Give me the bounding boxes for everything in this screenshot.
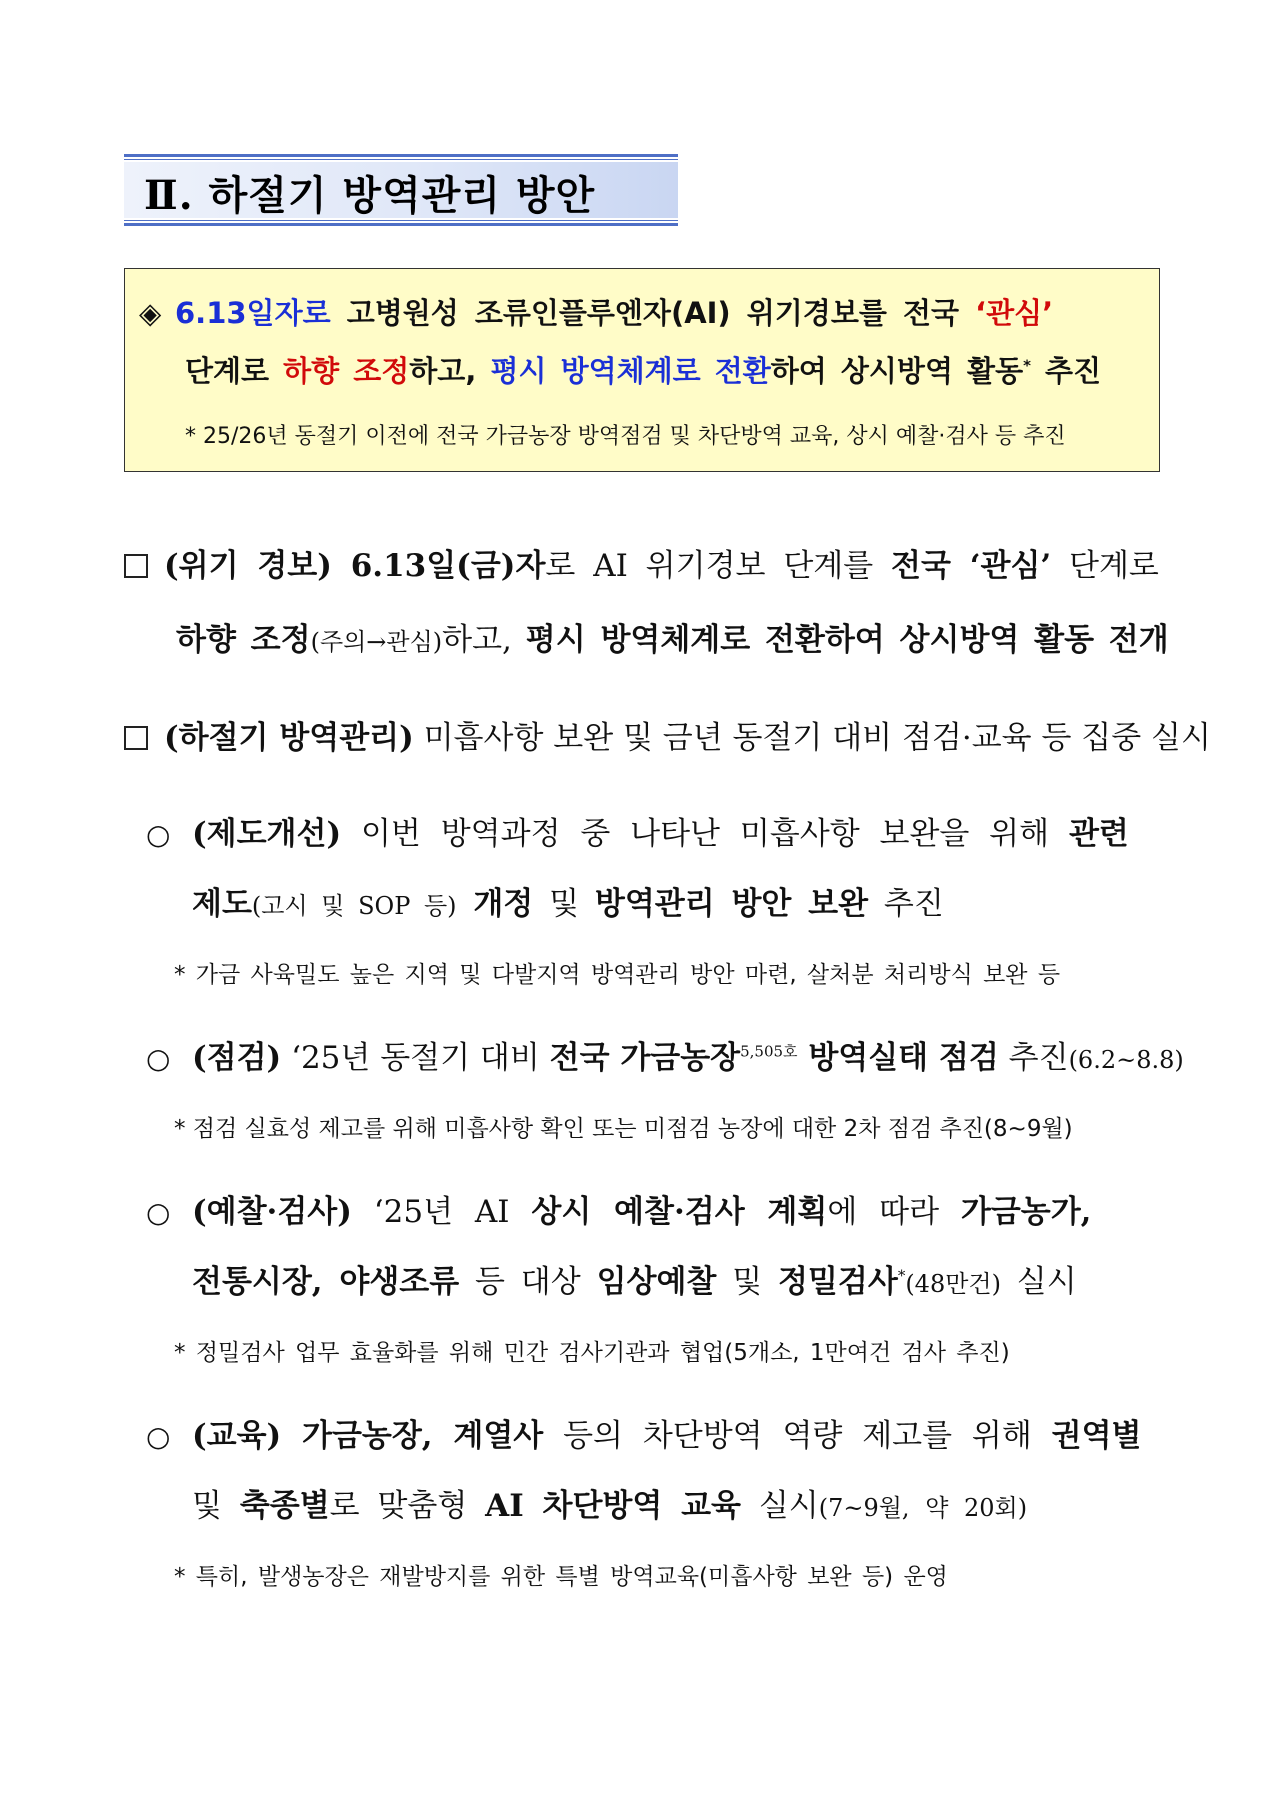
surveillance-text-4: 및 — [716, 1264, 779, 1300]
checkbox-icon — [124, 726, 148, 750]
circle-bullet-icon: ○ — [146, 1042, 171, 1075]
surveillance-lab: 정밀검사 — [778, 1264, 898, 1300]
alert-level: 전국 ‘관심’ — [891, 548, 1052, 584]
surveillance-head: (예찰·검사) — [192, 1194, 352, 1230]
surveillance-farms: 가금농가, — [960, 1194, 1092, 1230]
system-institution: 제도 — [192, 886, 252, 922]
system-revision: 개정 — [456, 886, 534, 922]
education-schedule: (7~9월, 약 20회) — [818, 1494, 1028, 1522]
summary-footnote-mark: * — [1023, 356, 1031, 375]
summary-text-2f: 추진 — [1030, 354, 1102, 388]
item-alert-line-2 — [176, 614, 1169, 659]
inspection-text-1: ‘25년 동절기 대비 — [281, 1040, 550, 1076]
surveillance-text-1: ‘25년 AI — [351, 1194, 532, 1230]
summary-box — [124, 268, 1160, 472]
inspection-head: (점검) — [192, 1040, 282, 1076]
section-number: Ⅱ. — [144, 172, 194, 219]
inspection-note: * 점검 실효성 제고를 위해 미흡사항 확인 또는 미점검 농장에 대한 2차 점검 추진(8~9월) — [174, 1116, 1073, 1142]
summary-transition: 평시 방역체계로 전환 — [490, 354, 771, 388]
system-note: * 가금 사육밀도 높은 지역 및 다발지역 방역관리 방안 마련, 살처분 처리방식 보완 등 — [174, 962, 1061, 988]
summary-line-2 — [185, 349, 1101, 390]
system-scope: (고시 및 SOP 등) — [251, 892, 457, 920]
education-head: (교육) — [192, 1418, 282, 1454]
system-related: 관련 — [1068, 816, 1129, 852]
summary-text-2c: 하고, — [409, 354, 491, 388]
education-targets: 가금농장, 계열사 — [281, 1418, 544, 1454]
diamond-bullet-icon: ◈ — [139, 296, 162, 330]
alert-text-3: 하고, — [442, 622, 526, 658]
header-rule-bottom — [124, 223, 678, 226]
header-rule-top-thin — [124, 159, 678, 160]
alert-date: 6.13일(금)자 — [331, 548, 546, 584]
system-text-3: 추진 — [868, 886, 944, 922]
circle-bullet-icon: ○ — [146, 818, 171, 851]
summer-head: (하절기 방역관리) — [164, 720, 414, 756]
inspection-period: (6.2~8.8) — [1068, 1046, 1184, 1074]
summary-note: * 25/26년 동절기 이전에 전국 가금농장 방역점검 및 차단방역 교육, 상시 예찰·검사 등 추진 — [185, 424, 1066, 449]
education-note: * 특히, 발생농장은 재발방지를 위한 특별 방역교육(미흡사항 보완 등) 운영 — [174, 1564, 948, 1590]
section-title — [144, 164, 595, 221]
section-header — [124, 154, 678, 226]
summary-date: 6.13일자로 — [175, 296, 331, 330]
surveillance-note: * 정밀검사 업무 효율화를 위해 민간 검사기관과 협업(5개소, 1만여건 검사 추진) — [174, 1340, 1010, 1366]
education-text-1: 등의 차단방역 역량 제고를 위해 — [543, 1418, 1052, 1454]
education-program: AI 차단방역 교육 — [485, 1488, 741, 1524]
education-regional: 권역별 — [1051, 1418, 1142, 1454]
inspection-text-2: 추진 — [998, 1040, 1069, 1076]
summary-text-2a: 단계로 — [185, 354, 284, 388]
checkbox-icon — [124, 554, 148, 578]
alert-level-change: (주의→관심) — [310, 628, 443, 656]
education-text-3: 로 맞춤형 — [329, 1488, 486, 1524]
item-surveillance-line-1 — [146, 1186, 1091, 1231]
inspection-check: 방역실태 점검 — [797, 1040, 999, 1076]
circle-bullet-icon: ○ — [146, 1420, 171, 1453]
item-surveillance-line-2 — [192, 1256, 1077, 1301]
alert-text-1: 로 AI 위기경보 단계를 — [545, 548, 892, 584]
inspection-farms: 전국 가금농장 — [549, 1040, 741, 1076]
surveillance-footnote-mark: * — [897, 1266, 906, 1285]
alert-downgrade: 하향 조정 — [176, 622, 311, 658]
alert-head: (위기 경보) — [164, 548, 332, 584]
summary-downgrade: 하향 조정 — [283, 354, 410, 388]
system-text-1: 이번 방역과정 중 나타난 미흡사항 보완을 위해 — [341, 816, 1069, 852]
summary-line-1 — [139, 291, 1053, 332]
surveillance-plan: 상시 예찰·검사 계획 — [531, 1194, 828, 1230]
inspection-farm-count: 5,505호 — [740, 1042, 798, 1061]
surveillance-text-2: 에 따라 — [827, 1194, 961, 1230]
education-text-2: 및 — [192, 1488, 240, 1524]
system-text-2: 및 — [533, 886, 595, 922]
education-text-4: 실시 — [740, 1488, 819, 1524]
section-title-text: 하절기 방역관리 방안 — [208, 173, 596, 219]
summary-level: ‘관심’ — [975, 296, 1054, 330]
circle-bullet-icon: ○ — [146, 1196, 171, 1229]
education-species: 축종별 — [239, 1488, 330, 1524]
surveillance-targets: 전통시장, 야생조류 — [192, 1264, 460, 1300]
alert-text-2: 단계로 — [1051, 548, 1159, 584]
header-rule-top — [124, 154, 678, 157]
item-education-line-1 — [146, 1410, 1142, 1455]
item-education-line-2 — [192, 1480, 1027, 1525]
summary-text-2e: 하여 상시방역 활동 — [770, 354, 1024, 388]
item-system-line-1 — [146, 808, 1129, 853]
item-alert-line-1 — [124, 540, 1159, 585]
summer-text: 미흡사항 보완 및 금년 동절기 대비 점검·교육 등 집중 실시 — [413, 720, 1211, 756]
surveillance-text-3: 등 대상 — [459, 1264, 597, 1300]
system-head: (제도개선) — [192, 816, 342, 852]
surveillance-clinical: 임상예찰 — [596, 1264, 717, 1300]
item-summer — [124, 712, 1211, 757]
summary-text-1: 고병원성 조류인플루엔자(AI) 위기경보를 전국 — [330, 296, 976, 330]
surveillance-text-5: 실시 — [1000, 1264, 1077, 1300]
item-system-line-2 — [192, 878, 944, 923]
item-inspection — [146, 1032, 1184, 1077]
surveillance-count: (48만건) — [905, 1270, 1001, 1298]
alert-transition: 평시 방역체계로 전환하여 상시방역 활동 전개 — [525, 622, 1169, 658]
system-plan: 방역관리 방안 보완 — [594, 886, 869, 922]
